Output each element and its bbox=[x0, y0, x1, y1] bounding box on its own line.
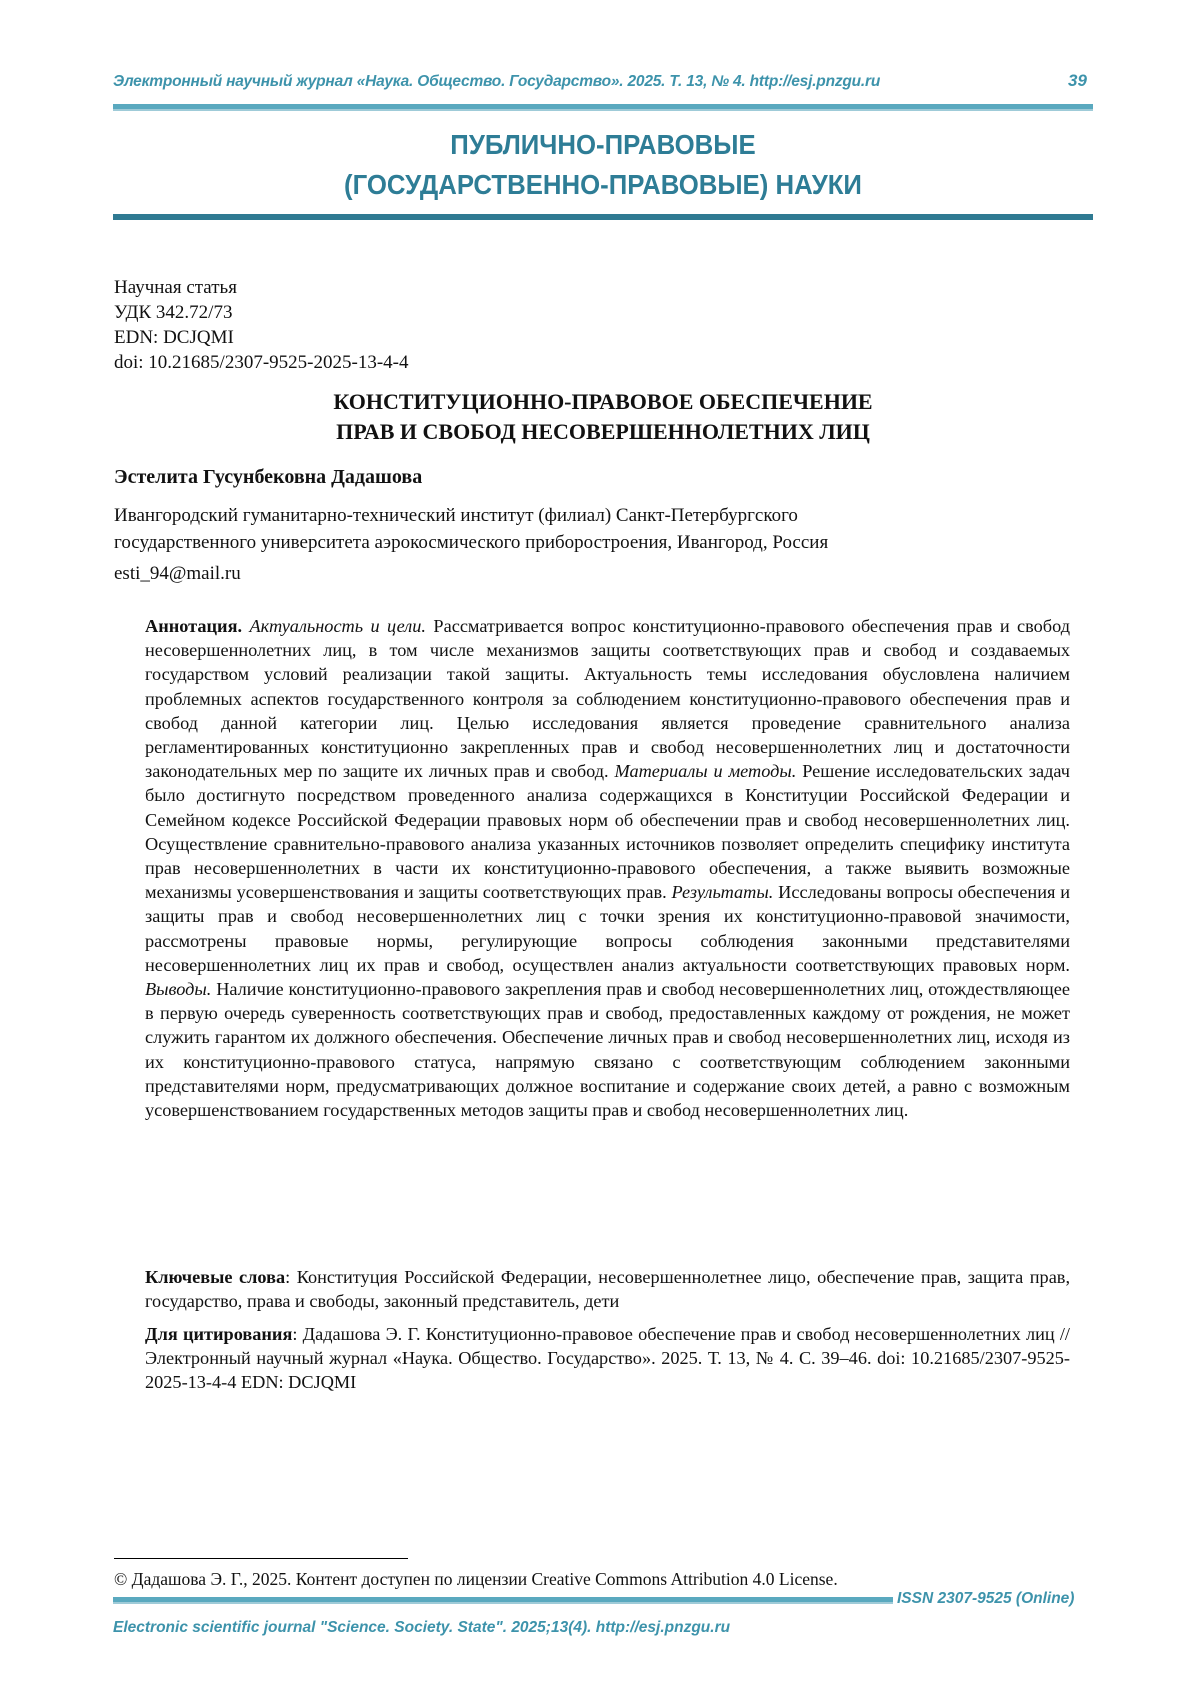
udk: УДК 342.72/73 bbox=[114, 302, 233, 323]
abstract bbox=[145, 614, 1070, 1122]
footnote-rule bbox=[114, 1558, 408, 1559]
affiliation-line-2: государственного университета аэрокосмического приборостроения, Ивангород, Россия bbox=[114, 532, 829, 553]
abstract-relevance-text: Рассматривается вопрос конституционно-правового обеспечения прав и свобод несовершеннолетних лиц, в том числе механизмов защиты соответствующих прав и свобод и создаваемых государством условий реализации такой защиты. Актуальность темы исследования обусловлена наличием проблемных аспектов государственного контроля за соблюдением конституционно-правового обеспечения прав и свобод данной категории лиц. Целью исследования является проведение сравнительного анализа регламентированных конституционно закрепленных прав и свобод несовершеннолетних лиц и достаточности законодательных мер по защите их личных прав и свобод. bbox=[145, 616, 1070, 782]
article-title-line-2: ПРАВ И СВОБОД НЕСОВЕРШЕННОЛЕТНИХ ЛИЦ bbox=[336, 419, 870, 444]
keywords bbox=[145, 1265, 1070, 1313]
section-heading bbox=[152, 125, 1054, 205]
abstract-label: Аннотация. bbox=[145, 616, 243, 636]
abstract-heading-relevance: Актуальность и цели. bbox=[249, 616, 426, 636]
footer-rule bbox=[113, 1597, 893, 1602]
author-name: Эстелита Гусунбековна Дадашова bbox=[114, 466, 423, 488]
section-heading-line-1: ПУБЛИЧНО-ПРАВОВЫЕ bbox=[450, 129, 756, 160]
article-title-line-1: КОНСТИТУЦИОННО-ПРАВОВОЕ ОБЕСПЕЧЕНИЕ bbox=[333, 389, 873, 414]
article-type: Научная статья bbox=[114, 277, 237, 298]
edn: EDN: DCJQMI bbox=[114, 327, 234, 348]
header-rule bbox=[113, 104, 1093, 109]
article-meta bbox=[114, 275, 408, 375]
citation-text: : Дадашова Э. Г. Конституционно-правовое обеспечение прав и свобод несовершеннолетних лиц // Электронный научный журнал «Наука. Общество. Государство». 2025. Т. 13, № 4. С. 39–46. doi: 10.21685/2307-9525-2025-13-4-4 EDN: DCJQMI bbox=[145, 1324, 1071, 1393]
abstract-heading-conclusions: Выводы. bbox=[145, 979, 212, 1000]
keywords-text: : Конституция Российской Федерации, несовершеннолетнее лицо, обеспечение прав, защита прав, государство, права и свободы, законный представитель, дети bbox=[145, 1267, 1071, 1312]
article-title bbox=[113, 387, 1093, 447]
abstract-results-text: Исследованы вопросы обеспечения и защиты прав и свобод несовершеннолетних лиц с точки зрения их конституционно-правовой значимости, рассмотрены правовые нормы, регулирующие вопросы соблюдения законными представителями несовершеннолетних лиц их прав и свобод, осуществлен анализ актуальности соответствующих правовых норм. bbox=[145, 882, 1071, 975]
issn: ISSN 2307-9525 (Online) bbox=[897, 1590, 1075, 1607]
citation-label: Для цитирования bbox=[145, 1324, 293, 1344]
abstract-heading-methods: Материалы и методы. bbox=[614, 761, 797, 782]
affiliation-line-1: Ивангородский гуманитарно-технический институт (филиал) Санкт-Петербургского bbox=[114, 505, 798, 526]
citation bbox=[145, 1322, 1070, 1395]
abstract-heading-results: Результаты. bbox=[671, 882, 774, 903]
abstract-conclusions-text: Наличие конституционно-правового закрепления прав и свобод несовершеннолетних лиц, отождествляющее в первую очередь суверенность соответствующих прав и свобод, предоставленных каждому от рождения, не может служить гарантом их должного обеспечения. Обеспечение личных прав и свобод несовершеннолетних лиц, исходя из их конституционно-правового статуса, напрямую связано с соответствующим соблюдением законными представителями норм, предусматривающих должное воспитание и содержание своих детей, а равно с возможным усовершенствованием государственных методов защиты прав и свобод несовершеннолетних лиц. bbox=[145, 979, 1070, 1121]
doi: doi: 10.21685/2307-9525-2025-13-4-4 bbox=[114, 352, 409, 373]
running-header: Электронный научный журнал «Наука. Общество. Государство». 2025. Т. 13, № 4. http://esj.pnzgu.ru bbox=[113, 73, 881, 90]
copyright-footnote: © Дадашова Э. Г., 2025. Контент доступен по лицензии Creative Commons Attribution 4.0 License. bbox=[114, 1569, 838, 1589]
author-email[interactable]: esti_94@mail.ru bbox=[114, 563, 241, 584]
abstract-methods-text: Решение исследовательских задач было достигнуто посредством проведенного анализа содержащихся в Конституции Российской Федерации и Семейном кодексе Российской Федерации правовых норм об обеспечении прав и свобод несовершеннолетних лиц. Осуществление сравнительно-правового анализа указанных источников позволяет определить специфику института прав несовершеннолетних в части их конституционно-правового обеспечения, а также выявить возможные механизмы усовершенствования и защиты соответствующих прав. bbox=[145, 761, 1071, 903]
section-rule bbox=[113, 214, 1093, 220]
affiliation bbox=[114, 502, 1014, 556]
keywords-label: Ключевые слова bbox=[145, 1267, 286, 1287]
section-heading-line-2: (ГОСУДАРСТВЕННО-ПРАВОВЫЕ) НАУКИ bbox=[344, 169, 862, 200]
page-number: 39 bbox=[1068, 71, 1087, 90]
running-footer: Electronic scientific journal "Science. Society. State". 2025;13(4). http://esj.pnzgu.ru bbox=[113, 1619, 731, 1636]
